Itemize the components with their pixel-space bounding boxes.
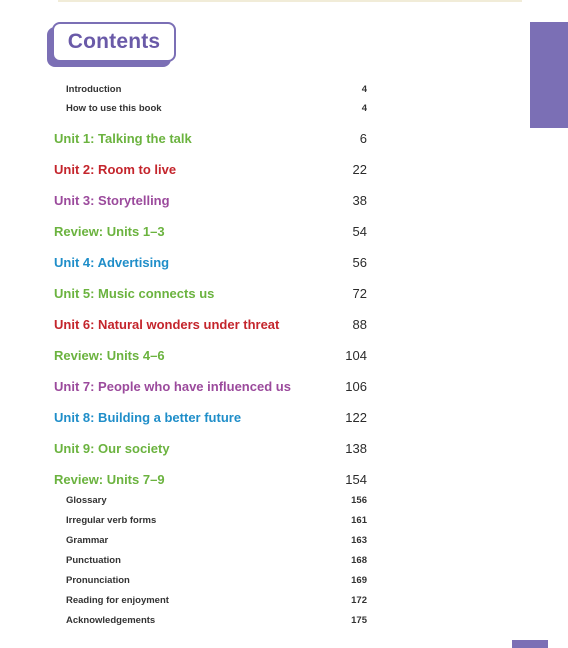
toc-entry-label: Irregular verb forms (66, 514, 157, 526)
toc-entry[interactable] (66, 573, 367, 587)
toc-unit-entry[interactable] (54, 314, 367, 334)
toc-unit-label: Unit 5: Music connects us (54, 285, 215, 301)
page-title: Contents (67, 30, 161, 53)
toc-unit-entry[interactable] (54, 438, 367, 458)
toc-review-entry[interactable] (54, 221, 367, 241)
contents-title-box (52, 22, 176, 62)
toc-entry-label: How to use this book (66, 102, 162, 114)
toc-entry[interactable] (66, 101, 367, 115)
toc-entry-page: 172 (351, 594, 367, 606)
toc-review-entry[interactable] (54, 469, 367, 489)
toc-entry-label: Grammar (66, 534, 109, 546)
side-tab (530, 22, 568, 128)
toc-entry[interactable] (66, 613, 367, 627)
toc-entry-label: Introduction (66, 83, 122, 95)
toc-unit-page: 138 (345, 440, 367, 456)
toc-unit-label: Unit 9: Our society (54, 440, 170, 456)
toc-unit-label: Review: Units 7–9 (54, 471, 165, 487)
toc-unit-entry[interactable] (54, 407, 367, 427)
toc-unit-label: Unit 4: Advertising (54, 254, 170, 270)
toc-entry[interactable] (66, 553, 367, 567)
toc-unit-label: Unit 8: Building a better future (54, 409, 242, 425)
toc-unit-entry[interactable] (54, 252, 367, 272)
toc-unit-page: 6 (359, 130, 367, 146)
toc-entry-label: Punctuation (66, 554, 121, 566)
toc-unit-page: 88 (352, 316, 367, 332)
toc-unit-page: 104 (345, 347, 367, 363)
toc-entry-page: 156 (351, 494, 367, 506)
toc-unit-label: Unit 7: People who have influenced us (54, 378, 291, 394)
toc-entry-page: 4 (361, 83, 367, 95)
toc-entry-label: Glossary (66, 494, 107, 506)
toc-entry-page: 161 (351, 514, 367, 526)
toc-unit-label: Unit 1: Talking the talk (54, 130, 192, 146)
toc-entry-page: 175 (351, 614, 367, 626)
toc-entry[interactable] (66, 493, 367, 507)
toc-entry-label: Reading for enjoyment (66, 594, 169, 606)
toc-entry[interactable] (66, 82, 367, 96)
toc-unit-label: Unit 2: Room to live (54, 161, 177, 177)
toc-unit-label: Unit 3: Storytelling (54, 192, 170, 208)
toc-unit-page: 154 (345, 471, 367, 487)
toc-unit-page: 106 (345, 378, 367, 394)
toc-entry[interactable] (66, 593, 367, 607)
toc-unit-entry[interactable] (54, 159, 367, 179)
toc-unit-label: Review: Units 1–3 (54, 223, 165, 239)
corner-tab (512, 640, 548, 648)
toc-entry-page: 4 (361, 102, 367, 114)
toc-unit-page: 22 (352, 161, 367, 177)
toc-entry[interactable] (66, 533, 367, 547)
toc-unit-label: Unit 6: Natural wonders under threat (54, 316, 280, 332)
toc-unit-page: 56 (352, 254, 367, 270)
toc-unit-label: Review: Units 4–6 (54, 347, 165, 363)
top-rule (58, 0, 522, 2)
toc-unit-page: 122 (345, 409, 367, 425)
toc-review-entry[interactable] (54, 345, 367, 365)
toc-entry-page: 168 (351, 554, 367, 566)
toc-unit-entry[interactable] (54, 376, 367, 396)
toc-entry-page: 163 (351, 534, 367, 546)
toc-entry[interactable] (66, 513, 367, 527)
toc-unit-entry[interactable] (54, 128, 367, 148)
toc-unit-page: 72 (352, 285, 367, 301)
toc-unit-entry[interactable] (54, 283, 367, 303)
toc-unit-entry[interactable] (54, 190, 367, 210)
toc-entry-label: Acknowledgements (66, 614, 156, 626)
toc-entry-page: 169 (351, 574, 367, 586)
toc-entry-label: Pronunciation (66, 574, 130, 586)
toc-unit-page: 38 (352, 192, 367, 208)
toc-unit-page: 54 (352, 223, 367, 239)
